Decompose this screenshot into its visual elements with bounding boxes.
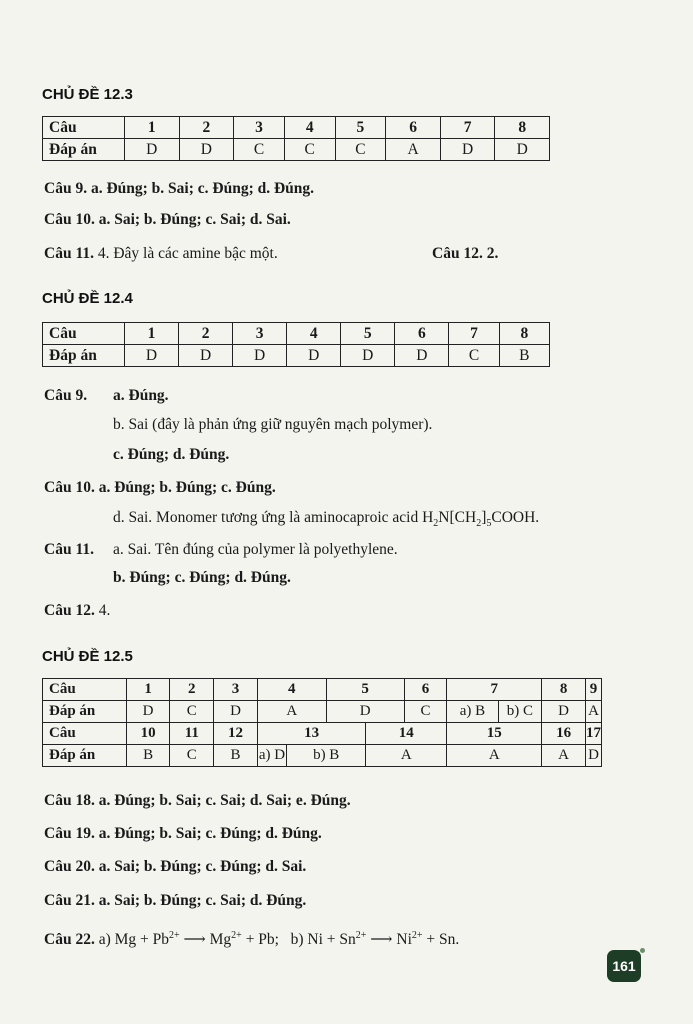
answer-label-cell: Đáp án bbox=[43, 345, 125, 367]
answer-cell: A bbox=[447, 745, 542, 767]
question-number: 14 bbox=[366, 723, 447, 745]
answer-line-q9-cd: c. Đúng; d. Đúng. bbox=[113, 446, 230, 463]
answer-line-q21: Câu 21. a. Sai; b. Đúng; c. Sai; d. Đúng. bbox=[44, 892, 307, 909]
answer-line-q10: Câu 10. a. Sai; b. Đúng; c. Sai; d. Sai. bbox=[44, 211, 291, 228]
question-number: 3 bbox=[214, 679, 258, 701]
section-title-12-5: CHỦ ĐỀ 12.5 bbox=[42, 648, 133, 665]
answer-label-cell: Đáp án bbox=[43, 701, 127, 723]
question-number: 8 bbox=[499, 323, 549, 345]
question-number: 7 bbox=[447, 679, 542, 701]
answer-cell: A bbox=[366, 745, 447, 767]
question-number: 6 bbox=[395, 323, 449, 345]
answer-line-q18: Câu 18. a. Đúng; b. Sai; c. Sai; d. Sai; e. Đúng. bbox=[44, 792, 351, 809]
question-number: 8 bbox=[542, 679, 586, 701]
question-number: 1 bbox=[125, 117, 180, 139]
answer-cell: D bbox=[125, 139, 180, 161]
answer-cell: C bbox=[404, 701, 447, 723]
question-number: 2 bbox=[179, 117, 234, 139]
page-dot bbox=[640, 948, 645, 953]
answer-cell: D bbox=[126, 701, 170, 723]
answer-cell: C bbox=[234, 139, 285, 161]
header-cell: Câu bbox=[43, 723, 127, 745]
answer-table-12-5 bbox=[42, 678, 602, 767]
answer-cell: D bbox=[326, 701, 404, 723]
answer-cell: D bbox=[341, 345, 395, 367]
answer-cell: b) B bbox=[287, 745, 366, 767]
question-number: 16 bbox=[542, 723, 586, 745]
question-number: 13 bbox=[257, 723, 365, 745]
answer-line-q11: Câu 11. 4. Đây là các amine bậc một. bbox=[44, 245, 278, 262]
answer-cell: D bbox=[179, 139, 234, 161]
question-number: 1 bbox=[126, 679, 170, 701]
answer-line-q9-b: b. Sai (đây là phản ứng giữ nguyên mạch polymer). bbox=[113, 416, 433, 433]
answer-line-q11-a: a. Sai. Tên đúng của polymer là polyethylene. bbox=[113, 541, 398, 558]
answer-line-q12: Câu 12. 2. bbox=[432, 245, 499, 262]
question-number: 5 bbox=[341, 323, 395, 345]
section-title-12-3: CHỦ ĐỀ 12.3 bbox=[42, 86, 133, 103]
answer-label-cell: Đáp án bbox=[43, 745, 127, 767]
question-number: 4 bbox=[287, 323, 341, 345]
answer-cell: B bbox=[126, 745, 170, 767]
answer-cell: D bbox=[125, 345, 179, 367]
answer-cell: D bbox=[179, 345, 233, 367]
question-number: 6 bbox=[404, 679, 447, 701]
answer-line-q9: Câu 9. a. Đúng; b. Sai; c. Đúng; d. Đúng. bbox=[44, 180, 315, 197]
section-title-12-4: CHỦ ĐỀ 12.4 bbox=[42, 290, 133, 307]
answer-cell: b) C bbox=[498, 701, 542, 723]
answer-line-q22: Câu 22. a) $Mg + Pb^{2+}$ ⟶ $Mg^{2+} + Pb$; b) $Ni + Sn^{2+}$ ⟶ $Ni^{2+} + Sn$. bbox=[44, 930, 460, 949]
answer-line-q10-d: d. Sai. Monomer tương ứng là aminocaproic acid $H_2N[CH_2]_5COOH$. bbox=[113, 509, 540, 530]
answer-line-q20: Câu 20. a. Sai; b. Đúng; c. Đúng; d. Sai. bbox=[44, 858, 307, 875]
header-cell: Câu bbox=[43, 679, 127, 701]
answer-cell: D bbox=[586, 745, 602, 767]
answer-label-cell: Đáp án bbox=[43, 139, 125, 161]
answer-cell: C bbox=[335, 139, 386, 161]
answer-cell: C bbox=[170, 701, 214, 723]
answer-table-12-3 bbox=[42, 116, 550, 161]
answer-cell: A bbox=[586, 701, 602, 723]
question-number: 17 bbox=[586, 723, 602, 745]
question-number: 9 bbox=[586, 679, 602, 701]
answer-cell: D bbox=[214, 701, 258, 723]
answer-line-q11: Câu 11. bbox=[44, 541, 94, 558]
question-number: 15 bbox=[447, 723, 542, 745]
answer-cell: D bbox=[495, 139, 550, 161]
answer-cell: a) D bbox=[257, 745, 286, 767]
answer-cell: B bbox=[499, 345, 549, 367]
header-cell: Câu bbox=[43, 117, 125, 139]
answer-cell: D bbox=[440, 139, 495, 161]
answer-line-q19: Câu 19. a. Đúng; b. Sai; c. Đúng; d. Đúng. bbox=[44, 825, 322, 842]
answer-cell: D bbox=[233, 345, 287, 367]
header-cell: Câu bbox=[43, 323, 125, 345]
question-number: 5 bbox=[335, 117, 386, 139]
question-number: 7 bbox=[440, 117, 495, 139]
question-number: 6 bbox=[386, 117, 441, 139]
answer-cell: D bbox=[395, 345, 449, 367]
question-number: 10 bbox=[126, 723, 170, 745]
answer-cell: A bbox=[386, 139, 441, 161]
answer-table-12-4 bbox=[42, 322, 550, 367]
question-number: 4 bbox=[257, 679, 326, 701]
question-number: 3 bbox=[234, 117, 285, 139]
answer-line-q11-bcd: b. Đúng; c. Đúng; d. Đúng. bbox=[113, 569, 291, 586]
question-number: 1 bbox=[125, 323, 179, 345]
question-number: 11 bbox=[170, 723, 214, 745]
question-number: 4 bbox=[284, 117, 335, 139]
answer-cell: C bbox=[449, 345, 499, 367]
question-number: 2 bbox=[170, 679, 214, 701]
question-number: 3 bbox=[233, 323, 287, 345]
question-number: 5 bbox=[326, 679, 404, 701]
answer-line-q12: Câu 12. 4. bbox=[44, 602, 111, 619]
answer-line-q9-a: Câu 9. bbox=[44, 387, 88, 404]
question-number: 8 bbox=[495, 117, 550, 139]
answer-cell: C bbox=[284, 139, 335, 161]
page-number-badge: 161 bbox=[607, 950, 641, 982]
question-number: 2 bbox=[179, 323, 233, 345]
answer-cell: B bbox=[214, 745, 258, 767]
question-number: 12 bbox=[214, 723, 258, 745]
answer-cell: D bbox=[542, 701, 586, 723]
answer-cell: A bbox=[257, 701, 326, 723]
answer-cell: a) B bbox=[447, 701, 498, 723]
answer-line-q9-a-text: a. Đúng. bbox=[113, 387, 169, 404]
answer-cell: D bbox=[287, 345, 341, 367]
answer-line-q10: Câu 10. a. Đúng; b. Đúng; c. Đúng. bbox=[44, 479, 276, 496]
answer-cell: C bbox=[170, 745, 214, 767]
question-number: 7 bbox=[449, 323, 499, 345]
answer-cell: A bbox=[542, 745, 586, 767]
